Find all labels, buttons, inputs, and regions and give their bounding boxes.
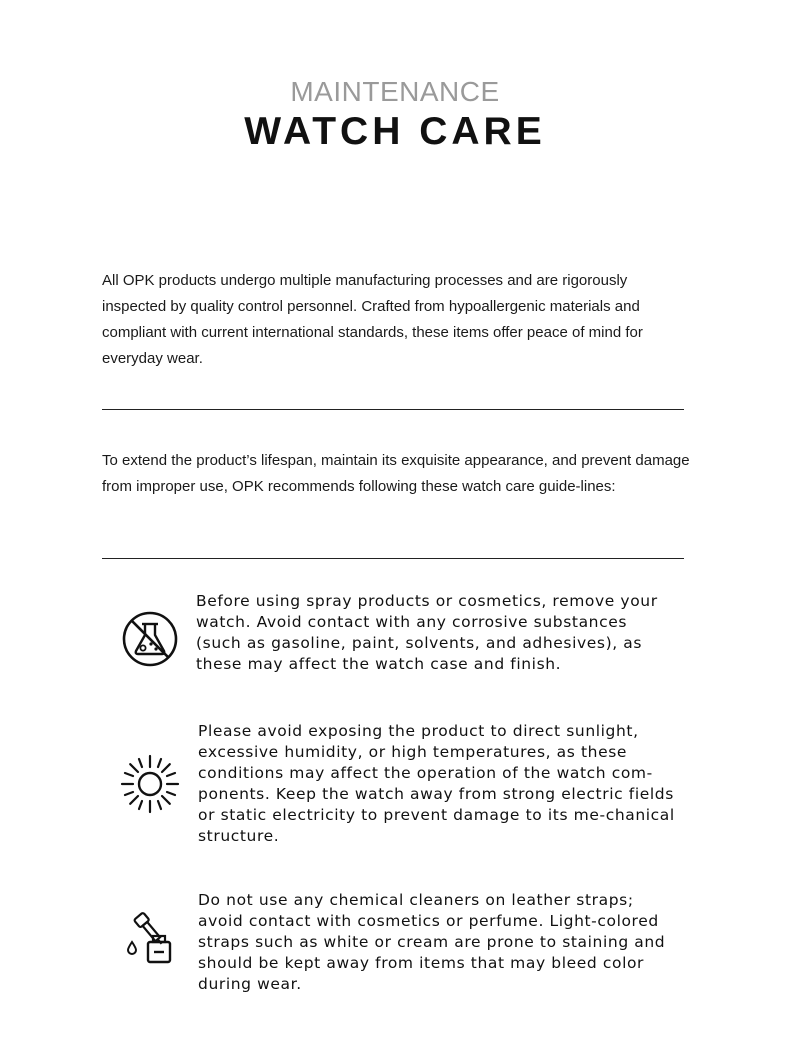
divider [102,558,684,559]
advice-paragraph: To extend the product’s lifespan, maintain its exquisite appearance, and prevent damage from improper use, OPK recommends following these watch care guide-lines: [102,452,690,495]
sun-icon [118,752,182,816]
section-eyebrow: MAINTENANCE [290,76,500,107]
care-item-text: Please avoid exposing the product to direct sunlight, excessive humidity, or high temperatures, as these conditions may affect the operation of the watch com-ponents. Keep the watch away from strong electric fields or static electricity to prevent damage to its me-chanical structure. [198,722,675,845]
intro-paragraph: All OPK products undergo multiple manufacturing processes and are rigorously inspected by quality control personnel. Crafted from hypoallergenic materials and compliant with current international standards, these items offer peace of mind for everyday wear. [102,272,643,367]
care-item-text: Do not use any chemical cleaners on leather straps; avoid contact with cosmetics or perfume. Light-colored straps such as white or cream are prone to staining and should be kept away from items that may bleed color during wear. [198,891,666,993]
page-title: WATCH CARE [244,110,546,153]
no-chemicals-icon [118,607,182,671]
dropper-bottle-icon [118,908,182,972]
care-item-text: Before using spray products or cosmetics, remove your watch. Avoid contact with any corrosive substances (such as gasoline, paint, solvents, and adhesives), as these may affect the watch case and finish. [196,592,658,673]
divider [102,409,684,410]
